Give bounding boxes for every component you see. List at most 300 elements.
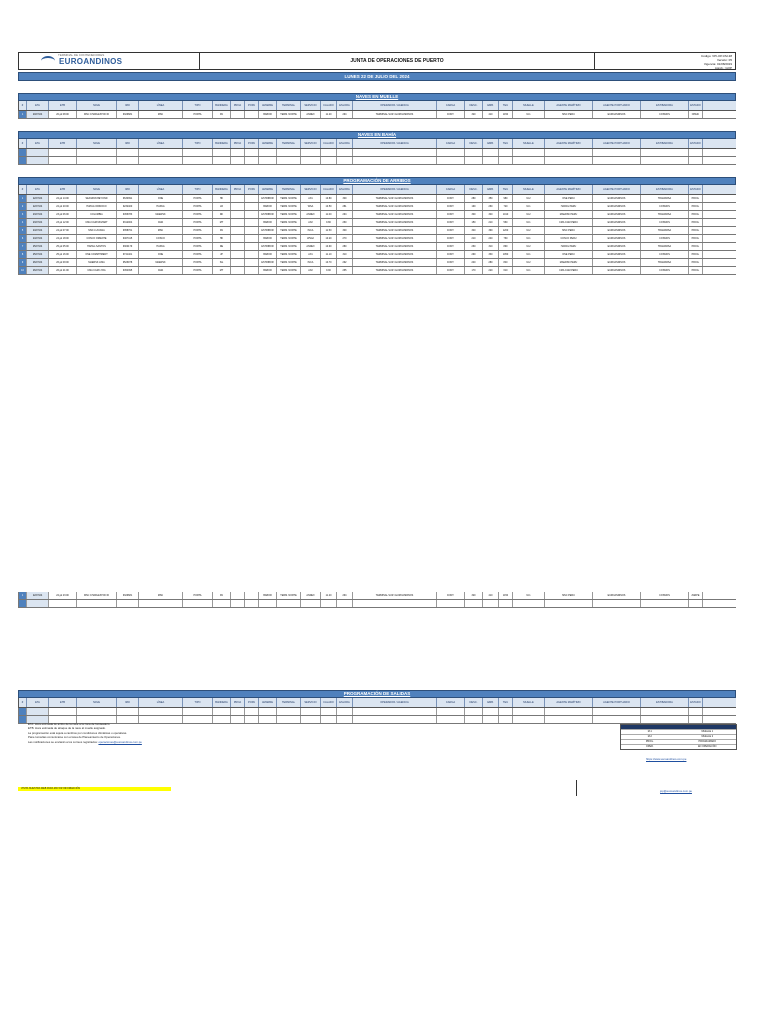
table-cell: COSMOS — [641, 235, 689, 242]
table-cell — [231, 267, 245, 274]
column-header-cell: ETA — [27, 185, 49, 194]
table-cell — [49, 157, 77, 164]
table-cell: M-1 — [513, 267, 545, 274]
table-cell: COSCO PERU — [545, 235, 593, 242]
table-cell — [231, 219, 245, 226]
table-cell: 1 — [19, 195, 27, 202]
table-cell: MT — [213, 267, 231, 274]
column-header-cell: MUELLE — [513, 139, 545, 148]
table-row — [18, 592, 736, 600]
table-cell: HAPAG PERU — [545, 243, 593, 250]
table-row — [18, 267, 736, 275]
table-cell: 390 — [483, 227, 499, 234]
table-cell — [301, 600, 321, 607]
table-cell: CONT. — [437, 203, 465, 210]
table-cell — [183, 708, 213, 715]
table-cell: 290 — [465, 251, 483, 258]
column-header-cell: CALADO — [321, 101, 337, 110]
table-cell: TERMINAL SUR / EUROANDINOS — [353, 267, 437, 274]
table-cell — [689, 716, 703, 723]
table-cell: CONT. — [437, 219, 465, 226]
table-cell — [321, 600, 337, 607]
table-cell: 9456783 — [117, 211, 139, 218]
table-cell: TERM. NORTE — [277, 592, 301, 599]
table-cell: 720 — [499, 203, 513, 210]
table-cell — [19, 600, 27, 607]
column-header-cell: PROA — [231, 101, 245, 110]
table-cell: 210 — [483, 219, 499, 226]
table-cell — [321, 157, 337, 164]
table-cell — [245, 227, 259, 234]
table-cell: 220 — [483, 267, 499, 274]
table-cell: 9358761 — [117, 227, 139, 234]
table-cell: 25-jul 05:00 — [49, 243, 77, 250]
column-header-cell: IMO — [117, 185, 139, 194]
table-cell — [593, 149, 641, 156]
table-cell — [231, 203, 245, 210]
table-cell: 610 — [499, 267, 513, 274]
table-cell: 320 — [465, 111, 483, 118]
table-cell: CONT. — [437, 243, 465, 250]
table-cell: 10.80 — [321, 195, 337, 202]
column-header-cell: OPERADOR / AGENCIA — [353, 139, 437, 148]
table-cell: PORTA — [183, 592, 213, 599]
column-header-cell: AGENTE MARÍTIMO — [545, 139, 593, 148]
table-cell — [337, 600, 353, 607]
table-cell: EUROANDINOS — [593, 227, 641, 234]
table-cell — [49, 149, 77, 156]
table-cell: MSC PERU — [545, 111, 593, 118]
table-cell: JP — [213, 251, 231, 258]
column-header-cell: ESTIBADORA — [641, 698, 689, 707]
table-cell: M-1 — [513, 111, 545, 118]
table-cell: ANDEX — [301, 592, 321, 599]
table-cell: 24/07/24 — [27, 235, 49, 242]
table-cell: 5 — [19, 227, 27, 234]
column-header-cell: ETA — [27, 101, 49, 110]
table-cell: HAPAG ORINOCO — [77, 203, 117, 210]
table-cell — [245, 195, 259, 202]
column-header-cell: LÍNEA — [139, 185, 183, 194]
table-cell: AX2 — [301, 219, 321, 226]
table-cell: BABOR — [259, 235, 277, 242]
table-cell — [231, 259, 245, 266]
table-cell — [545, 708, 593, 715]
table-cell: 23/07/24 — [27, 211, 49, 218]
table-cell: TERMINAL SUR / EUROANDINOS — [353, 111, 437, 118]
column-header-cell: ESTADO — [689, 139, 703, 148]
table-cell: 300 — [465, 211, 483, 218]
table-cell: 210 — [465, 235, 483, 242]
table-cell — [231, 592, 245, 599]
column-header-cell: ESTIBADORA — [641, 185, 689, 194]
table-cell: 25/07/24 — [27, 243, 49, 250]
table-cell: EUROANDINOS — [593, 267, 641, 274]
table-cell: ONE COMMITMENT — [77, 251, 117, 258]
table-cell: 1 — [19, 592, 27, 599]
table-row — [18, 149, 736, 157]
doc-version: Versión: 05 — [716, 58, 732, 62]
table-cell: M-1 — [513, 235, 545, 242]
table-cell — [499, 708, 513, 715]
table-cell: EUROANDINOS — [593, 259, 641, 266]
column-header-cell: ESTADO — [689, 185, 703, 194]
table-cell — [245, 708, 259, 715]
column-header-cell: SERVICIO — [301, 139, 321, 148]
page-header — [18, 52, 736, 70]
column-header-cell: TIPO — [183, 185, 213, 194]
table-cell: 240 — [465, 259, 483, 266]
column-header-cell: AGENTE PORTUARIO — [593, 698, 641, 707]
column-header — [18, 185, 736, 195]
table-cell — [231, 195, 245, 202]
table-cell — [301, 157, 321, 164]
table-cell: TERMINAL SUR / EUROANDINOS — [353, 243, 437, 250]
table-cell: M-1 — [513, 203, 545, 210]
column-header-cell: AGENTE MARÍTIMO — [545, 698, 593, 707]
table-cell: HK — [213, 235, 231, 242]
table-cell: 10.70 — [321, 259, 337, 266]
table-cell: 4 — [19, 219, 27, 226]
table-cell: TRAMARSA — [641, 195, 689, 202]
table-cell: 294 — [337, 211, 353, 218]
table-cell — [545, 600, 593, 607]
note-item: Para consultas comunicarse con el área de Planeamiento de Operaciones. — [28, 735, 121, 740]
table-row — [18, 157, 736, 165]
table-cell: AX1 — [301, 251, 321, 258]
page-title: JUNTA DE OPERACIONES DE PUERTO — [199, 53, 595, 69]
table-cell: PORTA — [183, 227, 213, 234]
table-cell — [231, 235, 245, 242]
logo-text: EUROANDINOS — [59, 56, 123, 66]
table-cell: 23/07/24 — [27, 219, 49, 226]
table-cell: CONT. — [437, 195, 465, 202]
table-cell: MSC — [139, 227, 183, 234]
table-cell — [593, 157, 641, 164]
column-header-cell: ESLORA — [337, 185, 353, 194]
table-cell: PROG. — [689, 203, 703, 210]
table-row — [18, 195, 736, 203]
table-cell: M-2 — [513, 243, 545, 250]
table-cell: PA — [213, 592, 231, 599]
table-cell: COSCO — [139, 235, 183, 242]
table-cell — [593, 600, 641, 607]
table-cell: 1150 — [499, 592, 513, 599]
table-cell: 11.20 — [321, 592, 337, 599]
table-cell: 8 — [19, 251, 27, 258]
note-item: La programación está sujeta a cambios por condiciones climáticas u operativas. — [28, 730, 128, 735]
table-cell — [259, 149, 277, 156]
table-cell: 22-jul 23:00 — [49, 592, 77, 599]
table-cell — [545, 157, 593, 164]
table-cell — [337, 708, 353, 715]
table-row — [18, 259, 736, 267]
table-cell: PORTA — [183, 251, 213, 258]
table-cell: HAPAG — [139, 203, 183, 210]
table-cell — [593, 708, 641, 715]
table-cell: CONT. — [437, 211, 465, 218]
column-header-cell: DESC. — [465, 185, 483, 194]
table-cell: PROG. — [689, 259, 703, 266]
table-cell — [301, 708, 321, 715]
column-header-cell: PROA — [231, 139, 245, 148]
table-cell — [245, 111, 259, 118]
table-cell: 260 — [483, 203, 499, 210]
table-cell: 9467415 — [117, 235, 139, 242]
table-cell — [77, 157, 117, 164]
table-cell — [245, 149, 259, 156]
table-cell: ZARPE — [689, 592, 703, 599]
column-header-cell: AMARRE — [259, 139, 277, 148]
table-cell: 23-jul 06:00 — [49, 211, 77, 218]
table-cell: MSC LUCIANA — [77, 227, 117, 234]
table-cell: 240 — [483, 235, 499, 242]
table-cell — [245, 235, 259, 242]
table-cell: 1010 — [499, 211, 513, 218]
table-cell: TERMINAL SUR / EUROANDINOS — [353, 211, 437, 218]
column-header-cell: POPA — [245, 101, 259, 110]
column-header-cell: AGENTE MARÍTIMO — [545, 185, 593, 194]
table-cell: MSC — [139, 111, 183, 118]
table-cell — [231, 211, 245, 218]
table-cell — [213, 600, 231, 607]
table-cell: 840 — [499, 259, 513, 266]
doc-code: Código: VPI-OP-FM-38 — [700, 54, 732, 58]
table-cell: 890 — [499, 243, 513, 250]
table-cell: HK — [213, 195, 231, 202]
column-header-cell: AGENTE PORTUARIO — [593, 185, 641, 194]
table-cell: PORTA — [183, 211, 213, 218]
table-cell: CONT. — [437, 227, 465, 234]
table-cell: EUROANDINOS — [593, 111, 641, 118]
highlight-note: VISITA NUESTRA WEB PARA MAYOR INFORMACIÓN — [18, 787, 171, 791]
table-cell — [27, 157, 49, 164]
table-cell: 320 — [465, 592, 483, 599]
table-cell — [641, 600, 689, 607]
table-cell — [483, 157, 499, 164]
table-cell: 270 — [337, 235, 353, 242]
table-cell: 280 — [337, 243, 353, 250]
column-header-cell: TERMINAL — [277, 185, 301, 194]
table-cell: MSC — [139, 592, 183, 599]
table-cell: 1200 — [499, 227, 513, 234]
table-cell: 11.00 — [321, 211, 337, 218]
table-row — [18, 600, 736, 608]
table-cell: COLUMBIA — [77, 211, 117, 218]
column-header — [18, 698, 736, 708]
table-cell: TERM. NORTE — [277, 211, 301, 218]
column-header-cell: IMO — [117, 101, 139, 110]
table-cell — [465, 716, 483, 723]
table-cell: 26/07/24 — [27, 259, 49, 266]
table-row — [18, 219, 736, 227]
table-cell: 10 — [19, 267, 27, 274]
table-cell: TERMINAL SUR / EUROANDINOS — [353, 203, 437, 210]
column-header-cell: PROA — [231, 185, 245, 194]
column-header-cell: ESTADO — [689, 101, 703, 110]
table-cell: 9630391 — [117, 195, 139, 202]
table-cell — [117, 708, 139, 715]
table-cell: TERMINAL SUR / EUROANDINOS — [353, 592, 437, 599]
table-cell — [117, 157, 139, 164]
column-header-cell: EMB. — [483, 698, 499, 707]
column-header-cell: TEU — [499, 101, 513, 110]
table-cell: TERM. NORTE — [277, 235, 301, 242]
table-cell: 150 — [465, 219, 483, 226]
table-cell: 24/07/24 — [27, 227, 49, 234]
column-header-cell: OPERADOR / AGENCIA — [353, 101, 437, 110]
column-header-cell: AGENTE PORTUARIO — [593, 101, 641, 110]
column-header — [18, 139, 736, 149]
column-header-cell: TIPO — [183, 101, 213, 110]
table-cell: TERMINAL SUR / EUROANDINOS — [353, 195, 437, 202]
column-header-cell: CARGA — [437, 185, 465, 194]
table-cell: DK — [213, 211, 231, 218]
table-cell — [499, 600, 513, 607]
column-header-cell: NAVE — [77, 698, 117, 707]
table-cell: COSMOS — [641, 219, 689, 226]
column-header-cell: AMARRE — [259, 698, 277, 707]
table-cell: ONE PERU — [545, 251, 593, 258]
table-cell — [259, 600, 277, 607]
table-cell: BABOR — [259, 592, 277, 599]
column-header-cell: # — [19, 139, 27, 148]
legend-row — [621, 739, 736, 744]
column-header-cell: EMB. — [483, 101, 499, 110]
divider — [576, 780, 577, 796]
section-title-salidas: PROGRAMACIÓN DE SALIDAS — [18, 690, 736, 698]
contact-email-link[interactable]: jop@euroandinos.com.pe — [660, 789, 692, 793]
table-cell: ONE — [139, 195, 183, 202]
table-cell: 300 — [337, 227, 353, 234]
column-header-cell: MUELLE — [513, 185, 545, 194]
column-header-cell: TIPO — [183, 698, 213, 707]
section-title-programadas: PROGRAMACIÓN DE ARRIBOS — [18, 177, 736, 185]
table-cell — [259, 708, 277, 715]
table-cell: 260 — [465, 243, 483, 250]
column-header-cell: LÍNEA — [139, 101, 183, 110]
table-cell: 22-jul 20:00 — [49, 203, 77, 210]
table-cell: ESTRIBOR — [259, 243, 277, 250]
table-cell: CMA CGM PERU — [545, 219, 593, 226]
column-header-cell: TERMINAL — [277, 101, 301, 110]
table-cell: 310 — [483, 243, 499, 250]
table-cell — [545, 716, 593, 723]
table-cell — [353, 708, 437, 715]
legend-row — [621, 744, 736, 749]
table-cell: PROG. — [689, 235, 703, 242]
table-cell: 9300179 — [117, 243, 139, 250]
table-cell: 11.10 — [321, 251, 337, 258]
table-cell: 410 — [483, 592, 499, 599]
table-cell: CONT. — [437, 267, 465, 274]
date-bar: LUNES 22 DE JULIO DEL 2024 — [18, 72, 736, 81]
table-cell: 20/07/24 — [27, 111, 49, 118]
table-cell: HAPAG — [139, 243, 183, 250]
table-cell: 25/07/24 — [27, 251, 49, 258]
table-cell: 9.80 — [321, 219, 337, 226]
logo-tagline: TERMINAL DE CONTENEDORES — [58, 53, 105, 57]
table-cell: 410 — [483, 111, 499, 118]
table-cell: 280 — [483, 259, 499, 266]
table-cell: CMA — [139, 219, 183, 226]
table-cell: TERMINAL SUR / EUROANDINOS — [353, 259, 437, 266]
table-cell: 7 — [19, 243, 27, 250]
column-header-cell: SERVICIO — [301, 698, 321, 707]
website-link[interactable]: https://www.euroandinos.com.pe — [646, 757, 687, 761]
table-cell — [277, 600, 301, 607]
table-cell — [277, 149, 301, 156]
table-cell — [117, 149, 139, 156]
table-cell — [231, 227, 245, 234]
column-header-cell: POPA — [245, 185, 259, 194]
column-header-cell: AMARRE — [259, 185, 277, 194]
table-cell: 26/07/24 — [27, 267, 49, 274]
table-cell: M-2 — [513, 259, 545, 266]
table-cell: CONT. — [437, 592, 465, 599]
table-cell: 9454395 — [117, 267, 139, 274]
legend-code: M-1 — [647, 730, 652, 733]
table-cell: M-1 — [513, 219, 545, 226]
column-header-cell: SERVICIO — [301, 101, 321, 110]
column-header-cell: PROA — [231, 698, 245, 707]
table-cell — [513, 708, 545, 715]
table-cell: 300 — [337, 195, 353, 202]
table-cell: 3 — [19, 211, 27, 218]
table-cell — [641, 157, 689, 164]
table-cell: 11.20 — [321, 111, 337, 118]
table-cell — [245, 211, 259, 218]
table-cell — [437, 708, 465, 715]
table-cell: 2 — [19, 203, 27, 210]
table-cell: 1050 — [499, 251, 513, 258]
table-cell: 310 — [337, 251, 353, 258]
table-cell — [353, 157, 437, 164]
column-header-cell: TEU — [499, 139, 513, 148]
column-header-cell: SERVICIO — [301, 185, 321, 194]
company-logo — [19, 53, 199, 69]
table-cell: M-2 — [513, 227, 545, 234]
table-cell: MAERSK PERU — [545, 211, 593, 218]
table-cell: 26-jul 09:00 — [49, 259, 77, 266]
column-header-cell: ESLORA — [337, 101, 353, 110]
table-cell: TERM. NORTE — [277, 243, 301, 250]
table-cell — [437, 157, 465, 164]
doc-validity: Vigencia: 01/08/2019 — [703, 62, 732, 66]
table-row — [18, 251, 736, 259]
table-cell — [245, 259, 259, 266]
column-header-cell: AGENTE MARÍTIMO — [545, 101, 593, 110]
table-cell: CONT. — [437, 111, 465, 118]
table-cell — [231, 157, 245, 164]
table-cell: CMA CGM PERU — [545, 267, 593, 274]
table-cell: 190 — [465, 203, 483, 210]
table-cell — [231, 600, 245, 607]
notes-email-link[interactable]: operaciones@euroandinos.com.pe — [98, 739, 142, 744]
table-cell: 20-jul 08:00 — [49, 111, 77, 118]
table-row — [18, 211, 736, 219]
table-cell — [499, 157, 513, 164]
table-cell: ANDEX — [301, 243, 321, 250]
table-cell — [245, 267, 259, 274]
table-cell: 22/07/24 — [27, 203, 49, 210]
column-header-cell: IMO — [117, 698, 139, 707]
column-header-cell: ETA — [27, 698, 49, 707]
table-cell: SEASPAN BEYOND — [77, 195, 117, 202]
table-cell: EUROANDINOS — [593, 592, 641, 599]
table-cell: MAERSK PERU — [545, 259, 593, 266]
table-cell: BABOR — [259, 111, 277, 118]
